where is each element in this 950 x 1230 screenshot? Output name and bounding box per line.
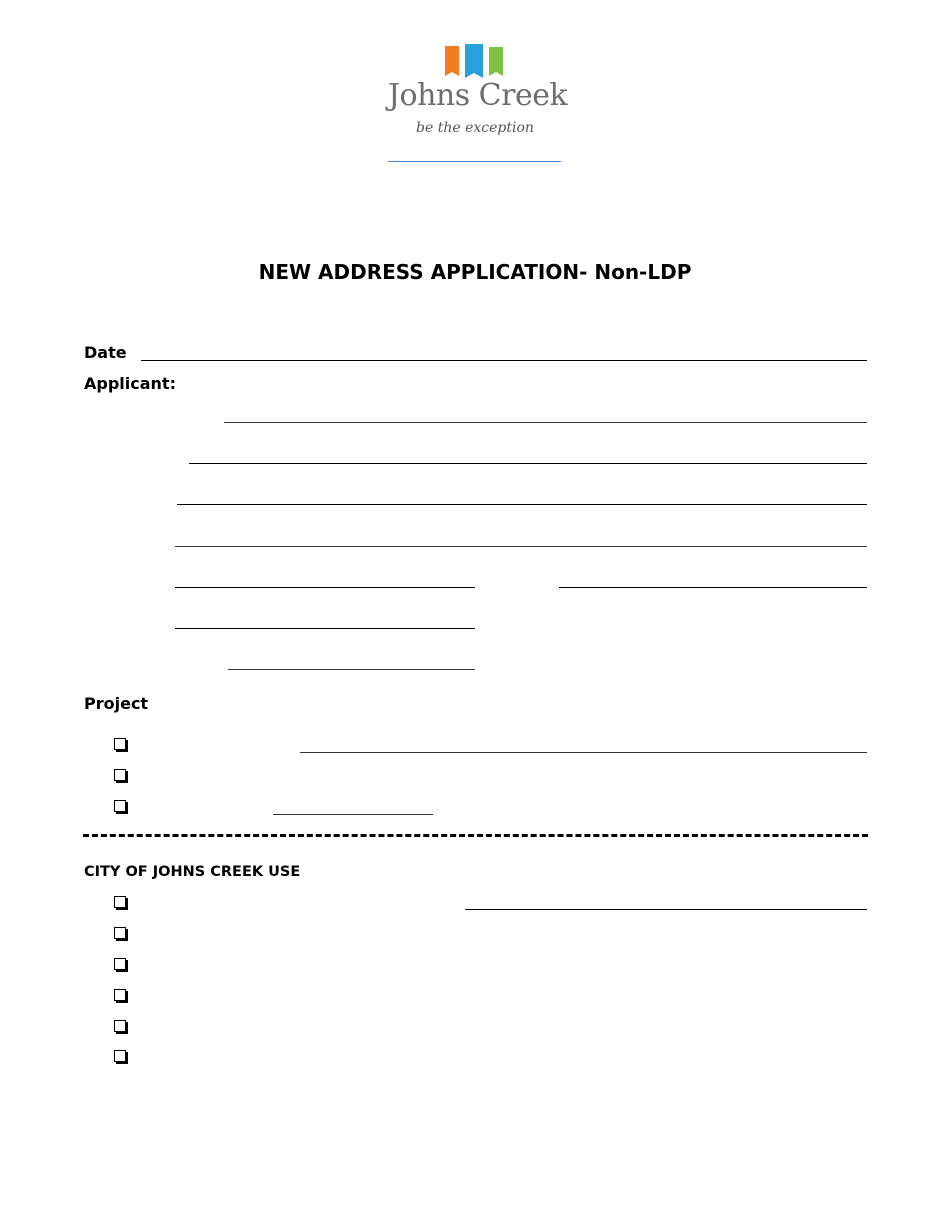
date-label: Date bbox=[84, 343, 127, 362]
applicant-field-7[interactable] bbox=[228, 669, 475, 670]
city-checkbox-3[interactable] bbox=[114, 958, 126, 970]
applicant-field-1[interactable] bbox=[224, 422, 867, 423]
applicant-field-3[interactable] bbox=[177, 504, 867, 505]
applicant-field-4[interactable] bbox=[175, 546, 867, 547]
logo-wordmark: Johns Creek bbox=[388, 78, 568, 113]
logo-orange-banner bbox=[445, 46, 459, 76]
city-checkbox-4[interactable] bbox=[114, 989, 126, 1001]
applicant-field-5b[interactable] bbox=[559, 587, 867, 588]
city-checkbox-6[interactable] bbox=[114, 1050, 126, 1062]
applicant-field-6[interactable] bbox=[175, 628, 475, 629]
city-checkbox-2[interactable] bbox=[114, 927, 126, 939]
project-field-3[interactable] bbox=[273, 814, 433, 815]
applicant-field-5a[interactable] bbox=[175, 587, 475, 588]
project-checkbox-1[interactable] bbox=[114, 738, 126, 750]
city-field-1[interactable] bbox=[465, 909, 867, 910]
project-checkbox-3[interactable] bbox=[114, 800, 126, 812]
logo-green-banner bbox=[489, 47, 503, 76]
logo-link-underline[interactable] bbox=[388, 161, 561, 162]
project-checkbox-2[interactable] bbox=[114, 769, 126, 781]
project-label: Project bbox=[84, 694, 149, 713]
logo-blue-banner bbox=[465, 44, 483, 78]
applicant-field-2[interactable] bbox=[189, 463, 867, 464]
date-field[interactable] bbox=[141, 360, 867, 361]
city-checkbox-5[interactable] bbox=[114, 1020, 126, 1032]
logo-tagline: be the exception bbox=[416, 120, 534, 136]
page-title: NEW ADDRESS APPLICATION- Non-LDP bbox=[258, 260, 692, 284]
applicant-label: Applicant: bbox=[84, 374, 176, 393]
city-use-label: CITY OF JOHNS CREEK USE bbox=[84, 864, 301, 880]
section-divider bbox=[83, 834, 868, 837]
city-checkbox-1[interactable] bbox=[114, 896, 126, 908]
project-field-1[interactable] bbox=[300, 752, 867, 753]
